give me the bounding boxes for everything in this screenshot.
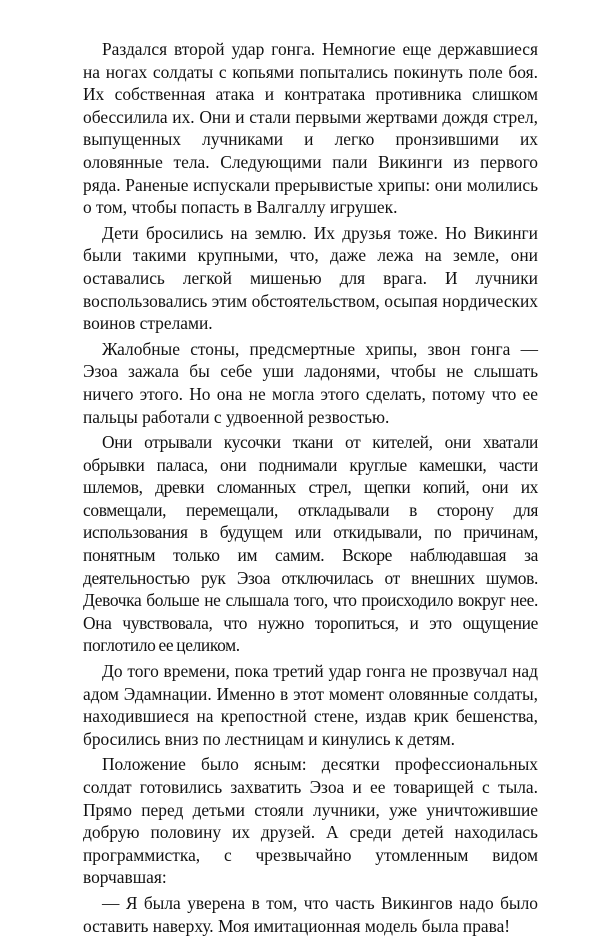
paragraph-4: Они отрывали кусочки ткани от кителей, они хватали обрывки паласа, они поднимали круглые камешки, части шлемов, древки сломанных стрел, щепки копий, они их совмещали, перемещали, откладывали в сторону для использования в будущем или откидывали, по причинам, понятным только им самим. Вскоре наблюдавшая за деятельностью рук Эзоа отключилась от внешних шумов. Девочка больше не слышала того, что происходило вокруг нее. Она чувствовала, что нужно торопиться, и это ощущение поглотило ее целиком. <box>83 432 538 656</box>
paragraph-3: Жалобные стоны, предсмертные хрипы, звон гонга — Эзоа зажала бы себе уши ладонями, чтобы не слышать ничего этого. Но она не могла этого сделать, потому что ее пальцы работали с удвоенной резвостью. <box>83 338 538 427</box>
paragraph-2: Дети бросились на землю. Их друзья тоже. Но Викинги были такими крупными, что, даже лежа на земле, они оставались легкой мишенью для врага. И лучники воспользовались этим обстоятельством, осыпая нордических воинов стрелами. <box>83 222 538 334</box>
paragraph-1: Раздался второй удар гонга. Немногие еще державшиеся на ногах солдаты с копьями попытались покинуть поле боя. Их собственная атака и контратака противника слишком обессилила их. Они и стали первыми жертвами дождя стрел, выпущенных лучниками и легко пронзившими их оловянные тела. Следующими пали Викинги из первого ряда. Раненые испускали прерывистые хрипы: они молились о том, чтобы попасть в Валгаллу игрушек. <box>83 39 538 218</box>
paragraph-5: До того времени, пока третий удар гонга не прозвучал над адом Эдамнации. Именно в этот момент оловянные солдаты, находившиеся на крепостной стене, издав крик бешенства, бросились вниз по лестницам и кинулись к детям. <box>83 661 538 749</box>
book-page-text <box>83 38 538 940</box>
paragraph-6: Положение было ясным: десятки профессиональных солдат готовились захватить Эзоа и ее товарищей с тыла. Прямо перед детьми стояли лучники, уже уничтожившие добрую половину их друзей. А среди детей находилась программистка, с чрезвычайно утомленным видом ворчавшая: <box>83 754 538 888</box>
paragraph-7: — Я была уверена в том, что часть Викингов надо было оставить наверху. Моя имитационная модель была права! <box>83 892 538 936</box>
